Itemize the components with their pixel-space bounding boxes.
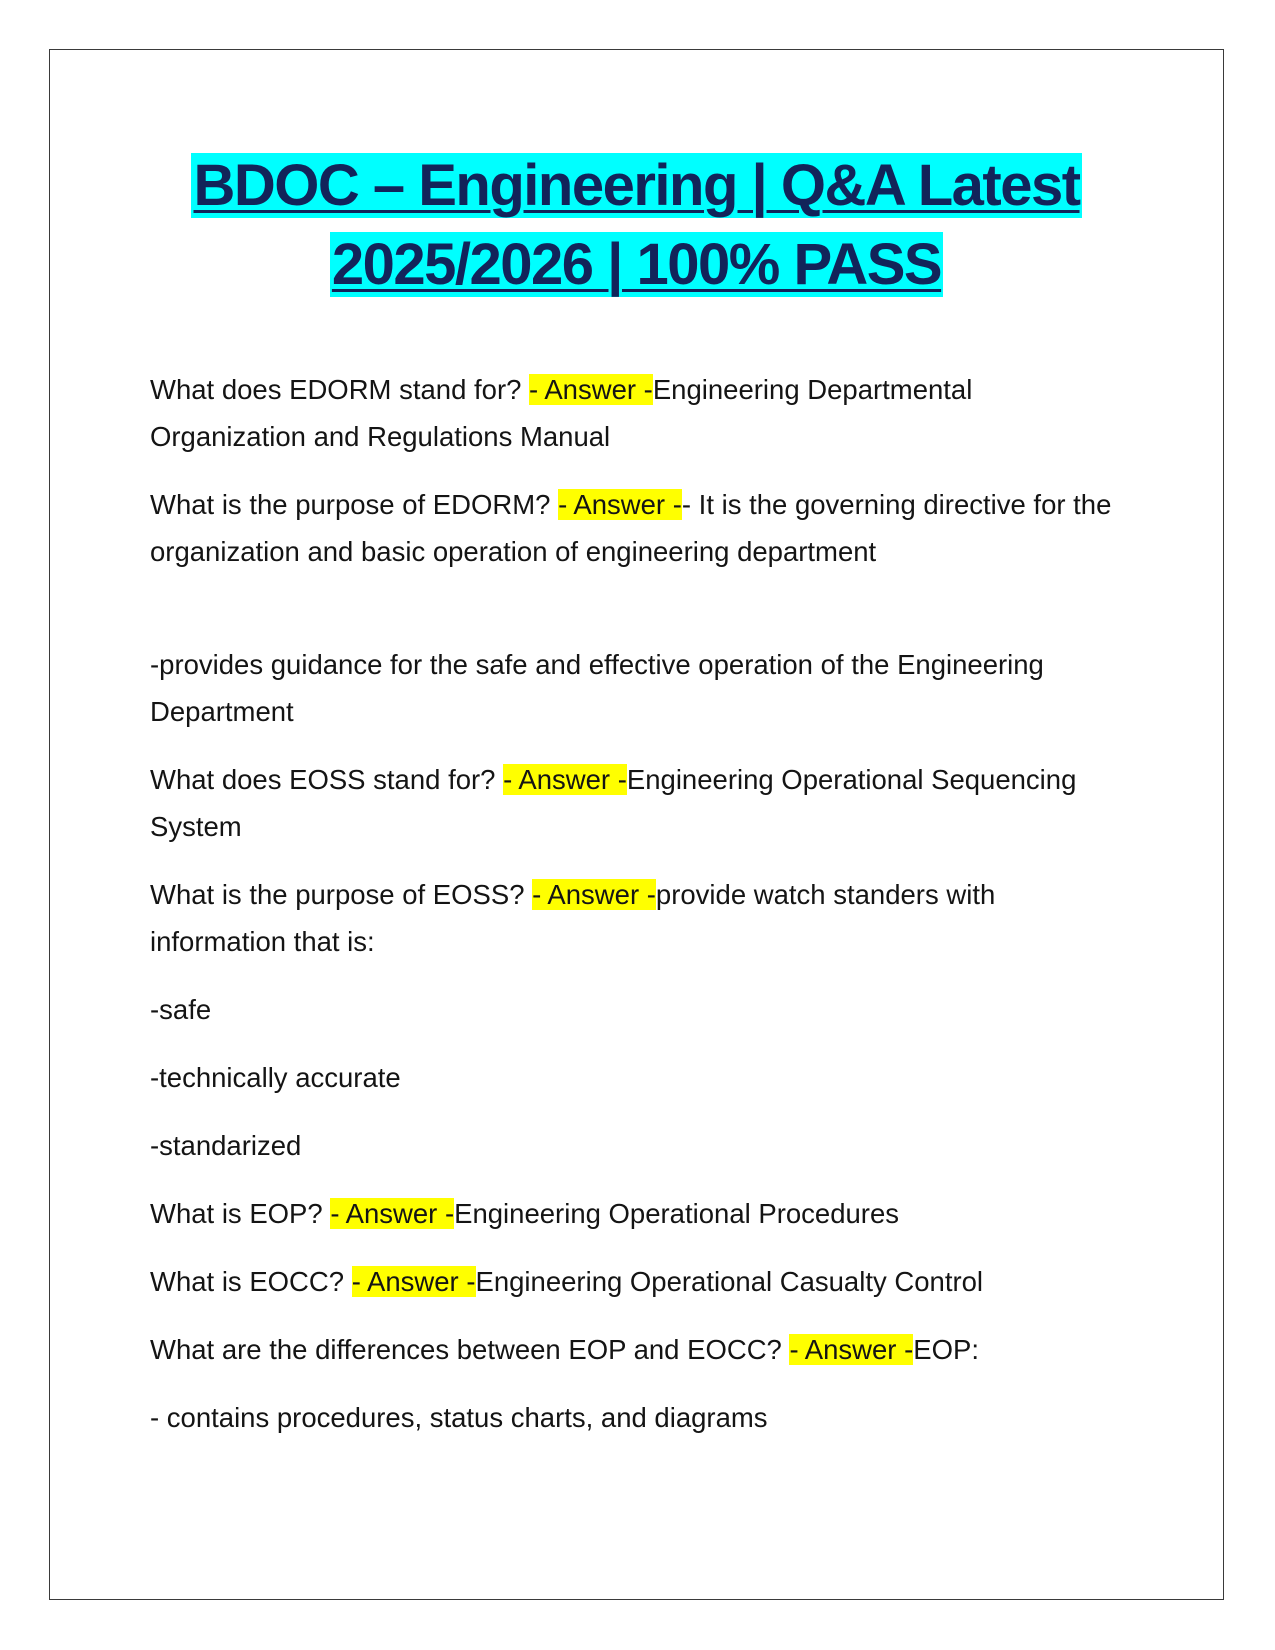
answer-text: EOP:	[913, 1334, 979, 1365]
answer-continuation: -standarized	[150, 1130, 302, 1161]
qa-content	[150, 366, 1135, 1462]
qa-item	[150, 1190, 1135, 1237]
title-line-1: BDOC – Engineering | Q&A Latest	[193, 153, 1080, 218]
qa-item	[150, 756, 1135, 850]
answer-continuation: -provides guidance for the safe and effective operation of the Engineering Department	[150, 649, 1044, 727]
qa-item	[150, 1326, 1135, 1373]
document-title	[49, 146, 1224, 304]
answer-continuation: -technically accurate	[150, 1062, 401, 1093]
question-text: What does EDORM stand for?	[150, 374, 530, 405]
question-text: What is the purpose of EDORM?	[150, 489, 559, 520]
answer-marker: - Answer -	[351, 1266, 476, 1297]
answer-marker: - Answer -	[558, 489, 682, 520]
answer-marker: - Answer -	[532, 879, 656, 910]
question-text: What is EOP?	[150, 1198, 331, 1229]
answer-text: Engineering Operational Casualty Control	[475, 1266, 984, 1297]
answer-continuation: - contains procedures, status charts, and diagrams	[150, 1402, 768, 1433]
question-text: What does EOSS stand for?	[150, 764, 504, 795]
answer-text: Engineering Operational Procedures	[454, 1198, 899, 1229]
spacer	[150, 596, 1135, 641]
qa-item	[150, 871, 1135, 965]
question-text: What is the purpose of EOSS?	[150, 879, 533, 910]
answer-marker: - Answer -	[529, 374, 653, 405]
answer-text: provide watch standers with information that is:	[150, 879, 996, 957]
qa-item	[150, 481, 1135, 575]
answer-marker: - Answer -	[503, 764, 627, 795]
qa-item	[150, 366, 1135, 460]
answer-text: Engineering Departmental Organization and Regulations Manual	[150, 374, 973, 452]
title-line-2: 2025/2026 | 100% PASS	[331, 232, 942, 297]
answer-text: - It is the governing directive for the organization and basic operation of engineering department	[150, 489, 1112, 567]
answer-continuation: -safe	[150, 994, 212, 1025]
question-text: What is EOCC?	[150, 1266, 352, 1297]
question-text: What are the differences between EOP and EOCC?	[150, 1334, 790, 1365]
answer-marker: - Answer -	[789, 1334, 914, 1365]
answer-marker: - Answer -	[330, 1198, 455, 1229]
qa-item	[150, 1258, 1135, 1305]
answer-text: Engineering Operational Sequencing System	[150, 764, 1077, 842]
